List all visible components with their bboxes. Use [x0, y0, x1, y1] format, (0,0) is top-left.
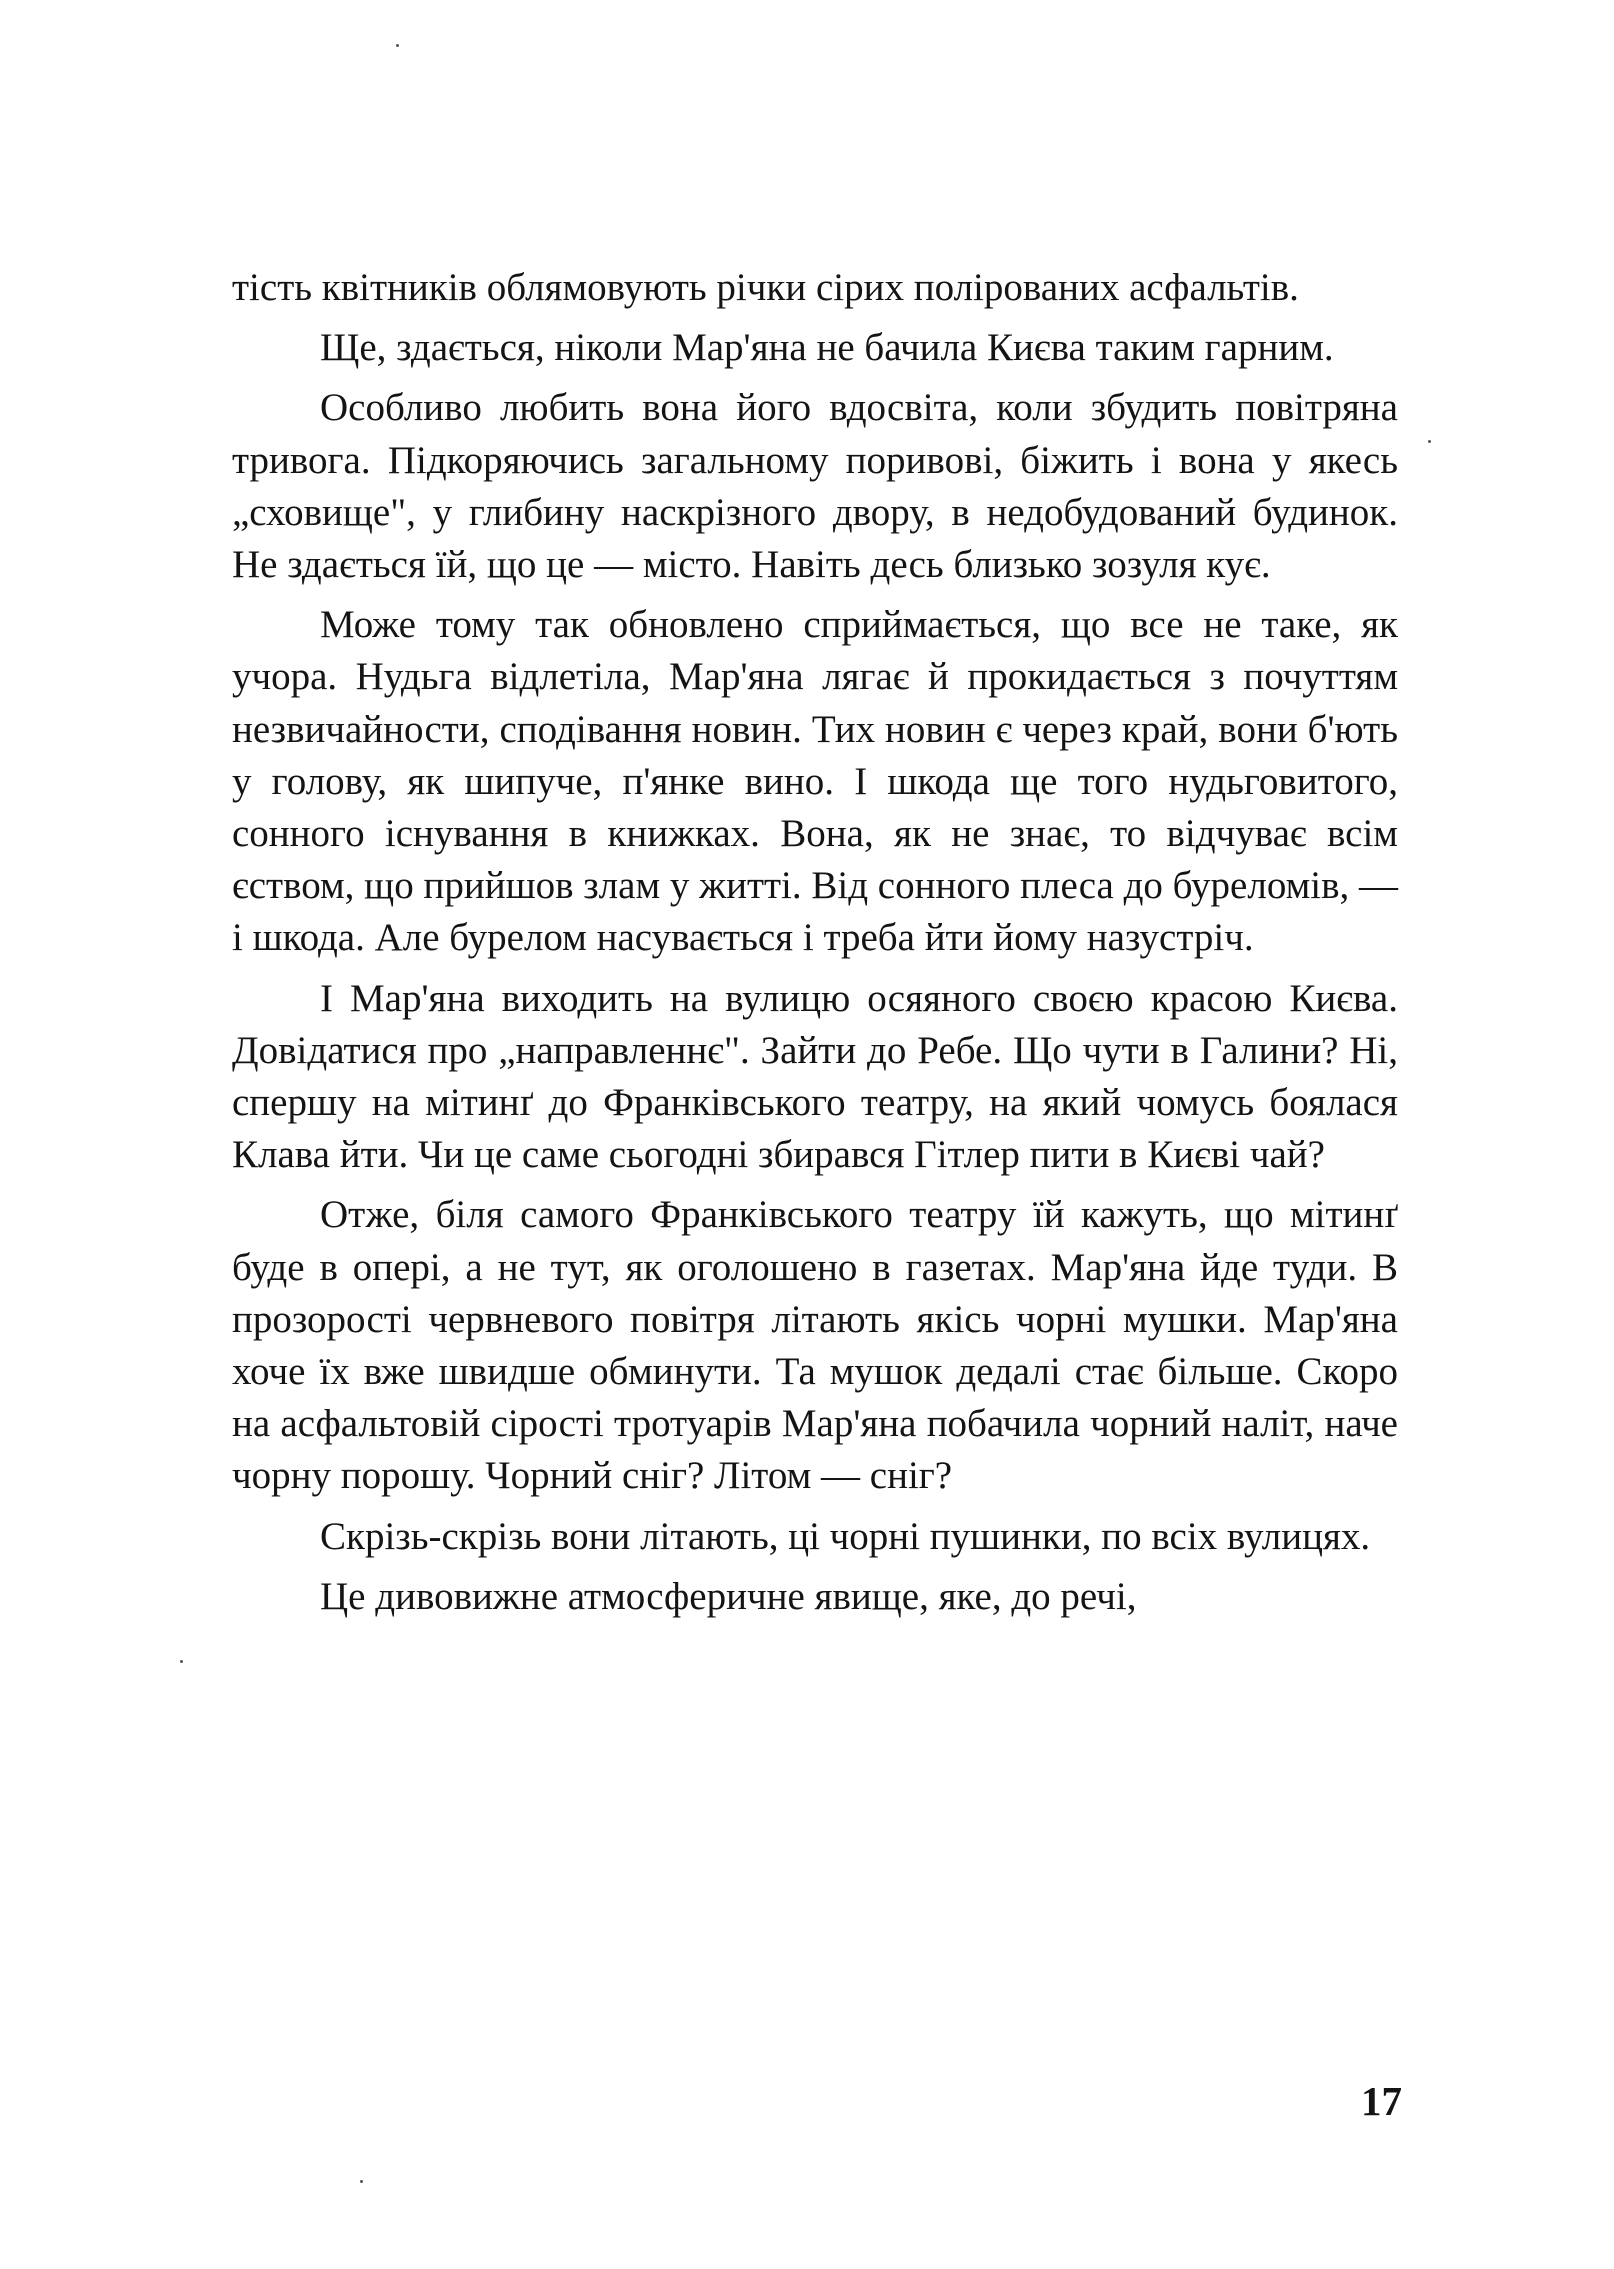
page-body: [232, 262, 1398, 1623]
paragraph: Це дивовижне атмосферичне явище, яке, до речі,: [320, 1574, 1137, 1618]
page-number: 17: [1361, 2078, 1402, 2124]
paragraph: І Мар'яна виходить на вулицю осяяного своєю красою Києва. Довідатися про „направленнє". Зайти до Ребе. Що чути в Галини? Ні, спершу на мітинґ до Франківського театру, на який чомусь боялася Клава йти. Чи це саме сьогодні збирався Гітлер пити в Києві чай?: [232, 976, 1398, 1177]
print-speck: [1428, 440, 1431, 443]
paragraph: Особливо любить вона його вдосвіта, коли збудить повітряна тривога. Підкоряючись загальному поривові, біжить і вона у якесь „сховище", у глибину наскрізного двору, в недобудований будинок. Не здається їй, що це — місто. Навіть десь близько зозуля кує.: [232, 386, 1398, 587]
paragraph: Може тому так обновлено сприймається, що все не таке, як учора. Нудьга відлетіла, Мар'яна лягає й прокидається з почуттям незвичайности, сподівання новин. Тих новин є через край, вони б'ють у голову, як шипуче, п'янке вино. І шкода ще того нудьговитого, сонного існування в книжках. Вона, як не знає, то відчуває всім єством, що прийшов злам у житті. Від сонного плеса до буреломів, — і шкода. Але бурелом насувається і треба йти йому назустріч.: [232, 603, 1399, 960]
paragraph: Ще, здається, ніколи Мар'яна не бачила Києва таким гарним.: [320, 326, 1334, 370]
paragraph: тість квітників облямовують річки сірих полірованих асфальтів.: [232, 266, 1299, 309]
print-speck: [180, 1660, 183, 1663]
paragraph: Скрізь-скрізь вони літають, ці чорні пушинки, по всіх вулицях.: [320, 1514, 1371, 1558]
paragraph: Отже, біля самого Франківського театру їй кажуть, що мітинґ буде в опері, а не тут, як оголошено в газетах. Мар'яна йде туди. В прозорості червневого повітря літають якісь чорні мушки. Мар'яна хоче їх вже швидше обминути. Та мушок дедалі стає більше. Скоро на асфальтовій сірості тротуарів Мар'яна побачила чорний наліт, наче чорну порошу. Чорний сніг? Літом — сніг?: [232, 1193, 1398, 1498]
print-speck: [396, 44, 399, 47]
print-speck: [360, 2180, 363, 2183]
